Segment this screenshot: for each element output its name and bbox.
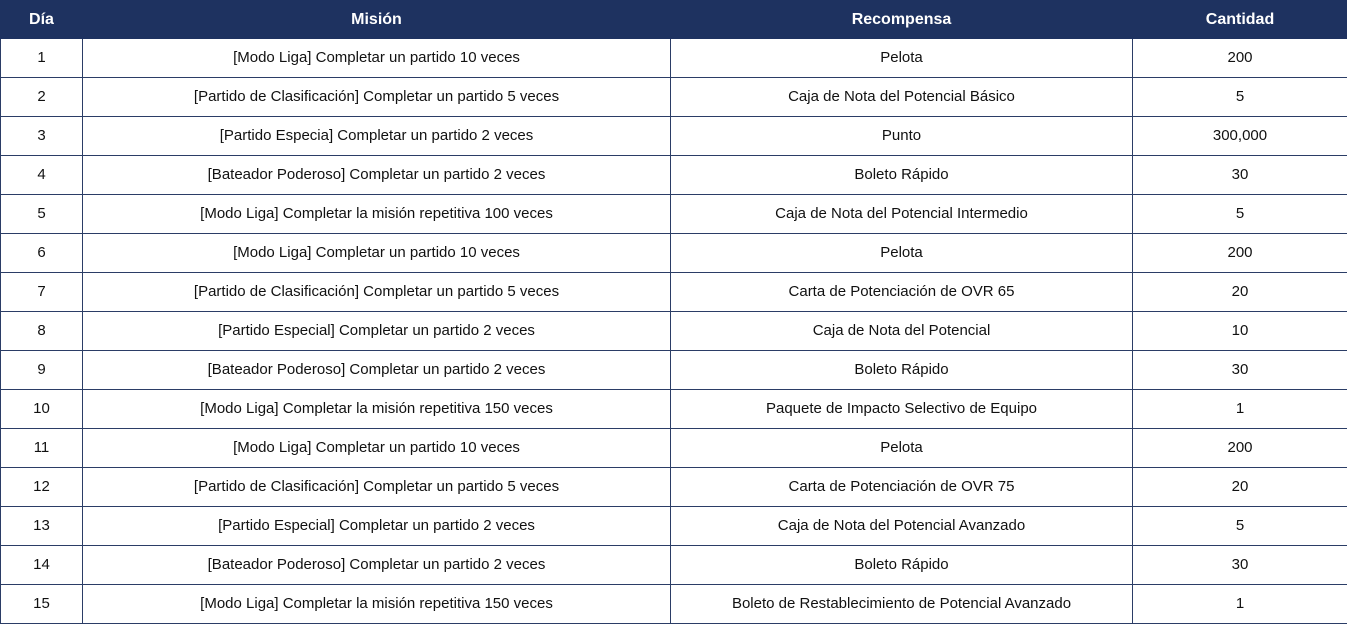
cell-mision: [Partido Especial] Completar un partido 2 veces bbox=[83, 312, 671, 351]
table-header-row bbox=[1, 1, 1347, 39]
cell-recompensa: Pelota bbox=[671, 429, 1133, 468]
cell-cantidad: 5 bbox=[1133, 78, 1347, 117]
cell-recompensa: Punto bbox=[671, 117, 1133, 156]
table-row bbox=[1, 312, 1347, 351]
cell-cantidad: 10 bbox=[1133, 312, 1347, 351]
table-row bbox=[1, 78, 1347, 117]
column-header-mision: Misión bbox=[83, 1, 671, 39]
cell-recompensa: Boleto Rápido bbox=[671, 156, 1133, 195]
cell-recompensa: Caja de Nota del Potencial bbox=[671, 312, 1133, 351]
cell-dia: 6 bbox=[1, 234, 83, 273]
cell-recompensa: Caja de Nota del Potencial Básico bbox=[671, 78, 1133, 117]
cell-dia: 4 bbox=[1, 156, 83, 195]
cell-cantidad: 30 bbox=[1133, 351, 1347, 390]
table-row bbox=[1, 351, 1347, 390]
cell-mision: [Modo Liga] Completar un partido 10 veces bbox=[83, 39, 671, 78]
cell-recompensa: Carta de Potenciación de OVR 75 bbox=[671, 468, 1133, 507]
column-header-cantidad: Cantidad bbox=[1133, 1, 1347, 39]
column-header-recompensa: Recompensa bbox=[671, 1, 1133, 39]
cell-cantidad: 200 bbox=[1133, 39, 1347, 78]
table-row bbox=[1, 117, 1347, 156]
table-row bbox=[1, 507, 1347, 546]
cell-recompensa: Boleto de Restablecimiento de Potencial Avanzado bbox=[671, 585, 1133, 624]
cell-recompensa: Boleto Rápido bbox=[671, 351, 1133, 390]
table-row bbox=[1, 39, 1347, 78]
cell-mision: [Partido Especial] Completar un partido 2 veces bbox=[83, 507, 671, 546]
table-row bbox=[1, 273, 1347, 312]
cell-cantidad: 20 bbox=[1133, 468, 1347, 507]
table-row bbox=[1, 195, 1347, 234]
table-row bbox=[1, 429, 1347, 468]
cell-mision: [Modo Liga] Completar la misión repetitiva 150 veces bbox=[83, 585, 671, 624]
cell-cantidad: 20 bbox=[1133, 273, 1347, 312]
cell-mision: [Partido Especia] Completar un partido 2 veces bbox=[83, 117, 671, 156]
cell-cantidad: 1 bbox=[1133, 390, 1347, 429]
cell-mision: [Partido de Clasificación] Completar un partido 5 veces bbox=[83, 273, 671, 312]
cell-mision: [Modo Liga] Completar un partido 10 veces bbox=[83, 429, 671, 468]
cell-dia: 7 bbox=[1, 273, 83, 312]
cell-dia: 5 bbox=[1, 195, 83, 234]
cell-recompensa: Boleto Rápido bbox=[671, 546, 1133, 585]
cell-cantidad: 30 bbox=[1133, 156, 1347, 195]
cell-cantidad: 1 bbox=[1133, 585, 1347, 624]
cell-mision: [Bateador Poderoso] Completar un partido 2 veces bbox=[83, 156, 671, 195]
cell-dia: 14 bbox=[1, 546, 83, 585]
cell-dia: 13 bbox=[1, 507, 83, 546]
table-row bbox=[1, 156, 1347, 195]
cell-cantidad: 200 bbox=[1133, 429, 1347, 468]
cell-dia: 3 bbox=[1, 117, 83, 156]
cell-recompensa: Pelota bbox=[671, 39, 1133, 78]
cell-dia: 2 bbox=[1, 78, 83, 117]
cell-mision: [Modo Liga] Completar un partido 10 veces bbox=[83, 234, 671, 273]
cell-dia: 12 bbox=[1, 468, 83, 507]
table-row bbox=[1, 546, 1347, 585]
table-body bbox=[1, 39, 1347, 624]
table-header bbox=[1, 1, 1347, 39]
cell-cantidad: 200 bbox=[1133, 234, 1347, 273]
cell-mision: [Bateador Poderoso] Completar un partido 2 veces bbox=[83, 546, 671, 585]
cell-recompensa: Paquete de Impacto Selectivo de Equipo bbox=[671, 390, 1133, 429]
cell-recompensa: Caja de Nota del Potencial Intermedio bbox=[671, 195, 1133, 234]
cell-dia: 9 bbox=[1, 351, 83, 390]
cell-dia: 15 bbox=[1, 585, 83, 624]
cell-recompensa: Caja de Nota del Potencial Avanzado bbox=[671, 507, 1133, 546]
cell-mision: [Modo Liga] Completar la misión repetitiva 100 veces bbox=[83, 195, 671, 234]
cell-dia: 1 bbox=[1, 39, 83, 78]
cell-mision: [Partido de Clasificación] Completar un partido 5 veces bbox=[83, 468, 671, 507]
cell-cantidad: 300,000 bbox=[1133, 117, 1347, 156]
cell-dia: 10 bbox=[1, 390, 83, 429]
column-header-dia: Día bbox=[1, 1, 83, 39]
cell-mision: [Partido de Clasificación] Completar un partido 5 veces bbox=[83, 78, 671, 117]
cell-recompensa: Pelota bbox=[671, 234, 1133, 273]
cell-cantidad: 5 bbox=[1133, 507, 1347, 546]
table-row bbox=[1, 234, 1347, 273]
table-row bbox=[1, 390, 1347, 429]
cell-dia: 8 bbox=[1, 312, 83, 351]
cell-cantidad: 30 bbox=[1133, 546, 1347, 585]
cell-recompensa: Carta de Potenciación de OVR 65 bbox=[671, 273, 1133, 312]
cell-dia: 11 bbox=[1, 429, 83, 468]
table-row bbox=[1, 468, 1347, 507]
cell-cantidad: 5 bbox=[1133, 195, 1347, 234]
cell-mision: [Modo Liga] Completar la misión repetitiva 150 veces bbox=[83, 390, 671, 429]
cell-mision: [Bateador Poderoso] Completar un partido 2 veces bbox=[83, 351, 671, 390]
